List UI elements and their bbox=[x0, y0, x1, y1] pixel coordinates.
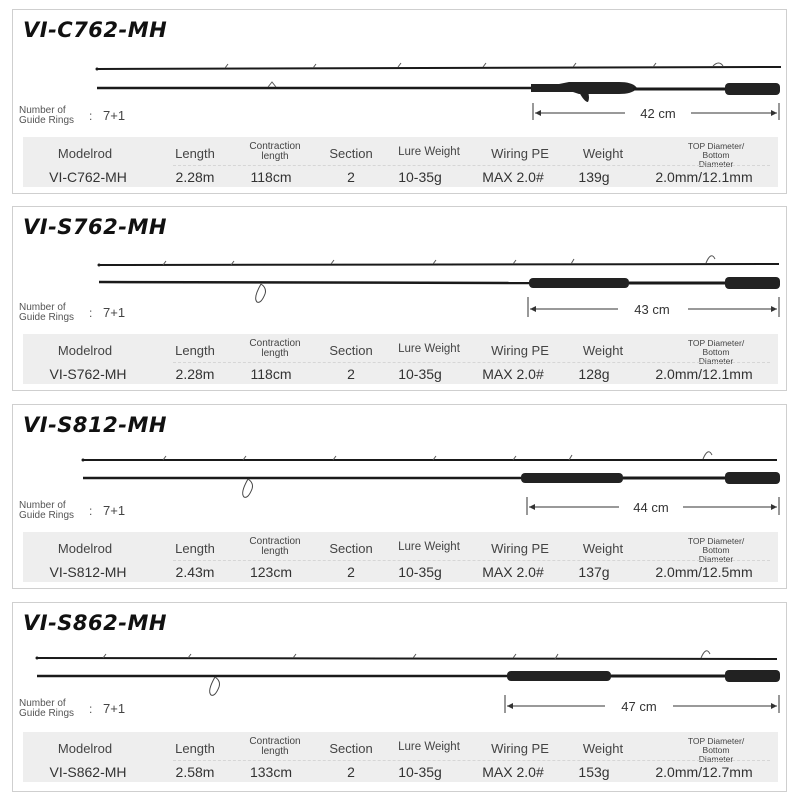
rod-title: VI-S812-MH bbox=[23, 413, 167, 437]
header-section: Section bbox=[329, 541, 373, 556]
value-diameter: 2.0mm/12.7mm bbox=[655, 764, 753, 780]
value-wiring: MAX 2.0# bbox=[482, 169, 544, 185]
value-section: 2 bbox=[347, 169, 355, 185]
value-diameter: 2.0mm/12.1mm bbox=[655, 169, 753, 185]
rod-card bbox=[12, 206, 787, 391]
header-section: Section bbox=[329, 146, 373, 161]
guide-rings-value: 7+1 bbox=[103, 108, 126, 123]
rod-card bbox=[12, 602, 787, 792]
value-weight: 153g bbox=[578, 764, 610, 780]
value-lure-weight: 10-35g bbox=[398, 169, 442, 185]
rod-illustration bbox=[13, 603, 788, 723]
value-weight: 128g bbox=[578, 366, 610, 382]
table-divider bbox=[173, 560, 770, 561]
value-diameter: 2.0mm/12.1mm bbox=[655, 366, 753, 382]
header-lure-weight: Lure Weight bbox=[398, 343, 460, 355]
header-wiring: Wiring PE bbox=[491, 541, 549, 556]
rod-card bbox=[12, 9, 787, 194]
header-model: Modelrod bbox=[57, 343, 113, 358]
value-wiring: MAX 2.0# bbox=[482, 764, 544, 780]
value-contraction: 118cm bbox=[250, 366, 292, 382]
header-wiring: Wiring PE bbox=[491, 146, 549, 161]
guide-rings-value: 7+1 bbox=[103, 305, 126, 320]
value-length: 2.28m bbox=[175, 366, 215, 382]
header-length: Length bbox=[175, 343, 215, 358]
header-contraction: Contraction length bbox=[249, 338, 301, 359]
guide-rings-value: 7+1 bbox=[103, 503, 126, 518]
guide-rings-colon: : bbox=[89, 702, 93, 716]
value-length: 2.28m bbox=[175, 169, 215, 185]
value-contraction: 118cm bbox=[250, 169, 292, 185]
value-model: VI-S812-MH bbox=[49, 564, 127, 580]
header-length: Length bbox=[175, 146, 215, 161]
header-contraction: Contraction length bbox=[249, 536, 301, 557]
header-diameter: TOP Diameter/ Bottom Diameter bbox=[687, 141, 745, 169]
header-length: Length bbox=[175, 541, 215, 556]
value-length: 2.43m bbox=[175, 564, 215, 580]
value-model: VI-C762-MH bbox=[49, 169, 127, 185]
value-length: 2.58m bbox=[175, 764, 215, 780]
guide-rings-colon: : bbox=[89, 504, 93, 518]
handle-length: 44 cm bbox=[633, 500, 669, 515]
value-lure-weight: 10-35g bbox=[398, 564, 442, 580]
spec-table bbox=[23, 334, 778, 384]
spec-table bbox=[23, 532, 778, 582]
header-diameter: TOP Diameter/ Bottom Diameter bbox=[687, 536, 745, 564]
guide-rings-label: Number of Guide Rings bbox=[19, 698, 75, 719]
rod-illustration bbox=[13, 405, 788, 525]
header-weight: Weight bbox=[582, 541, 624, 556]
value-lure-weight: 10-35g bbox=[398, 366, 442, 382]
header-lure-weight: Lure Weight bbox=[398, 741, 460, 753]
header-model: Modelrod bbox=[57, 741, 113, 756]
header-section: Section bbox=[329, 741, 373, 756]
spec-table bbox=[23, 137, 778, 187]
header-diameter: TOP Diameter/ Bottom Diameter bbox=[687, 338, 745, 366]
header-contraction: Contraction length bbox=[249, 736, 301, 757]
header-weight: Weight bbox=[582, 741, 624, 756]
header-model: Modelrod bbox=[57, 541, 113, 556]
table-divider bbox=[173, 165, 770, 166]
value-model: VI-S862-MH bbox=[49, 764, 127, 780]
value-weight: 139g bbox=[578, 169, 610, 185]
value-section: 2 bbox=[347, 764, 355, 780]
guide-rings-colon: : bbox=[89, 109, 93, 123]
value-model: VI-S762-MH bbox=[49, 366, 127, 382]
value-section: 2 bbox=[347, 564, 355, 580]
rod-title: VI-C762-MH bbox=[23, 18, 168, 42]
rod-illustration bbox=[13, 207, 788, 327]
value-wiring: MAX 2.0# bbox=[482, 366, 544, 382]
value-wiring: MAX 2.0# bbox=[482, 564, 544, 580]
value-contraction: 133cm bbox=[249, 764, 293, 780]
header-contraction: Contraction length bbox=[249, 141, 301, 162]
header-weight: Weight bbox=[582, 146, 624, 161]
spec-table bbox=[23, 732, 778, 782]
guide-rings-colon: : bbox=[89, 306, 93, 320]
header-weight: Weight bbox=[582, 343, 624, 358]
guide-rings-value: 7+1 bbox=[103, 701, 126, 716]
header-diameter: TOP Diameter/ Bottom Diameter bbox=[687, 736, 745, 764]
header-section: Section bbox=[329, 343, 373, 358]
header-wiring: Wiring PE bbox=[491, 343, 549, 358]
header-model: Modelrod bbox=[57, 146, 113, 161]
value-diameter: 2.0mm/12.5mm bbox=[655, 564, 753, 580]
guide-rings-label: Number of Guide Rings bbox=[19, 105, 75, 126]
table-divider bbox=[173, 362, 770, 363]
rod-illustration bbox=[13, 10, 788, 130]
rod-title: VI-S862-MH bbox=[23, 611, 167, 635]
value-lure-weight: 10-35g bbox=[398, 764, 442, 780]
header-lure-weight: Lure Weight bbox=[398, 146, 460, 158]
guide-rings-label: Number of Guide Rings bbox=[19, 302, 75, 323]
value-section: 2 bbox=[347, 366, 355, 382]
handle-length: 42 cm bbox=[640, 106, 676, 121]
value-weight: 137g bbox=[578, 564, 610, 580]
header-wiring: Wiring PE bbox=[491, 741, 549, 756]
handle-length: 43 cm bbox=[634, 302, 670, 317]
rod-title: VI-S762-MH bbox=[23, 215, 167, 239]
guide-rings-label: Number of Guide Rings bbox=[19, 500, 75, 521]
header-lure-weight: Lure Weight bbox=[398, 541, 460, 553]
header-length: Length bbox=[175, 741, 215, 756]
table-divider bbox=[173, 760, 770, 761]
handle-length: 47 cm bbox=[621, 699, 657, 714]
value-contraction: 123cm bbox=[249, 564, 293, 580]
rod-card bbox=[12, 404, 787, 589]
